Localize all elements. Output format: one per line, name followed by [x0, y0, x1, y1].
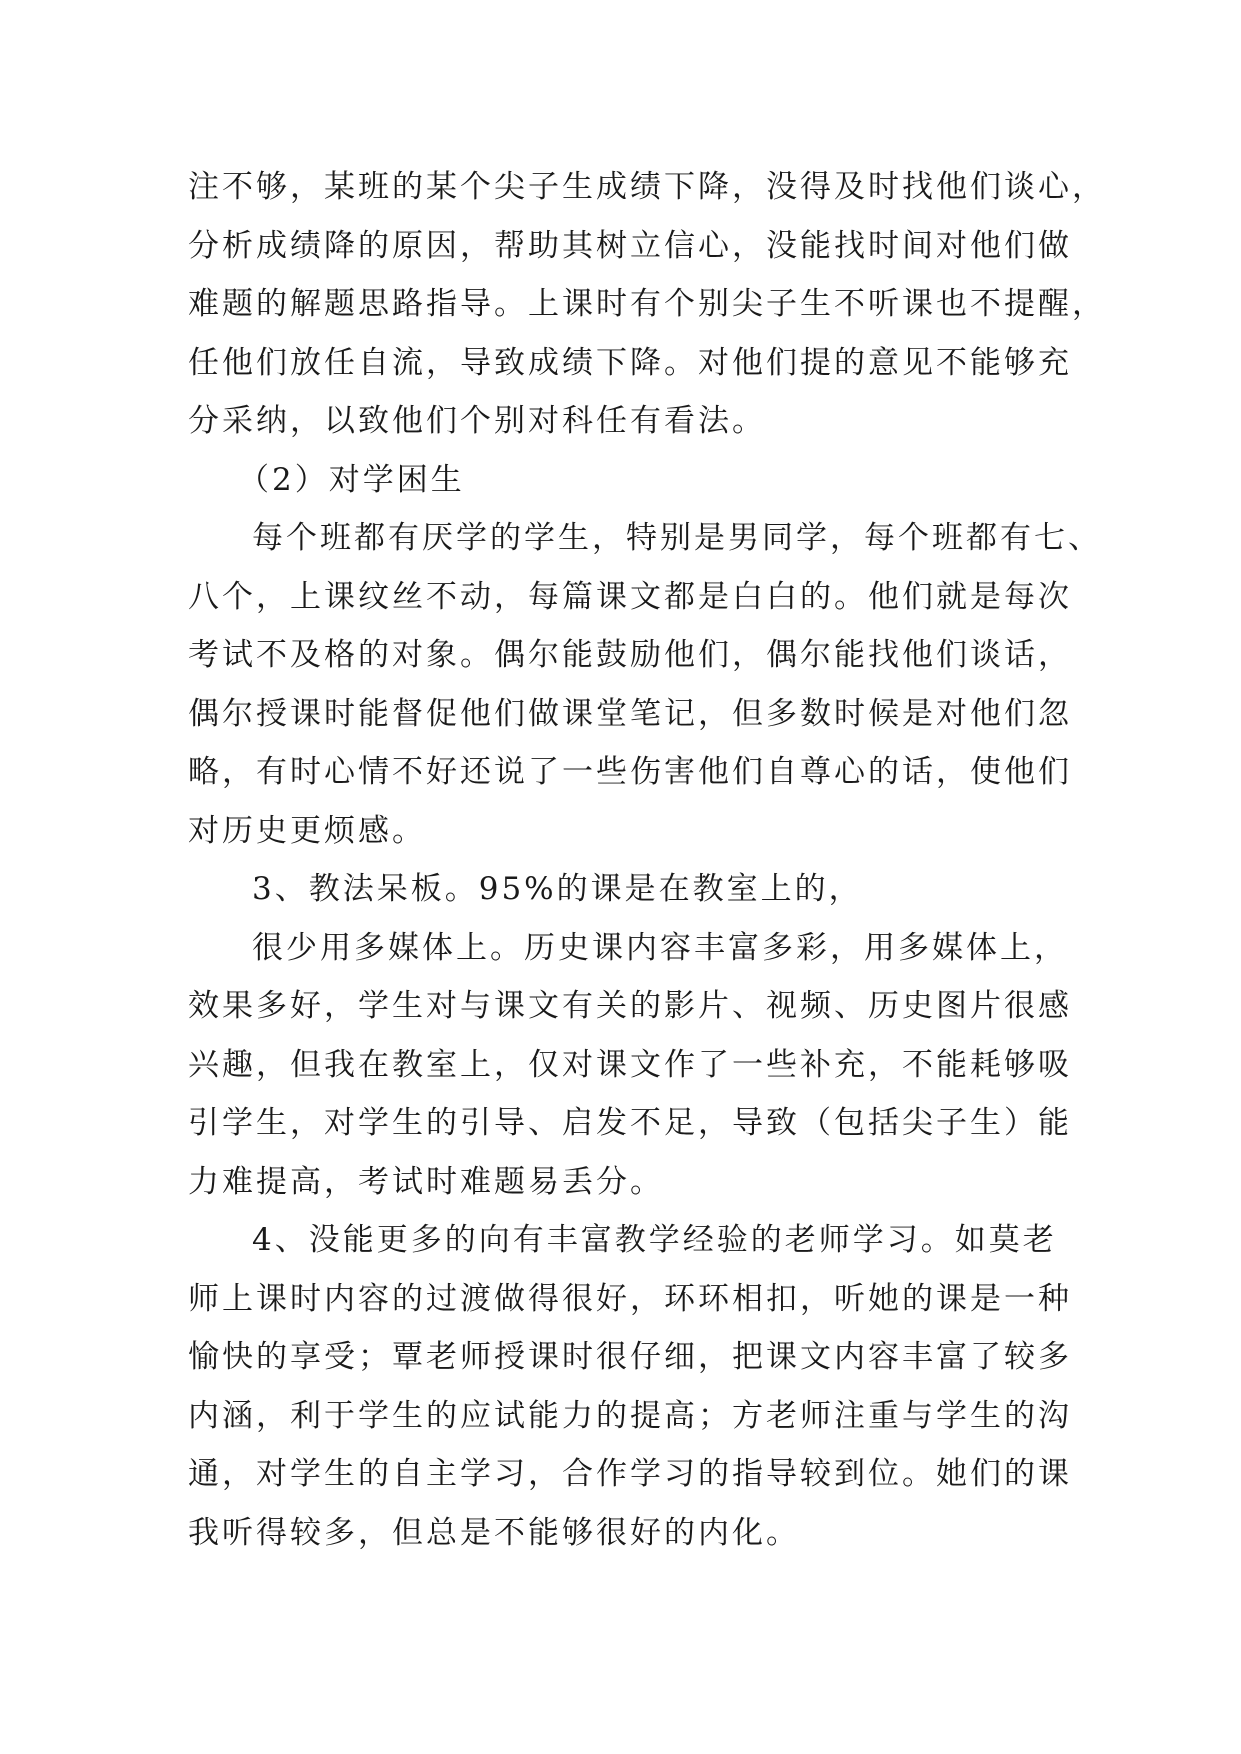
text-line: 略，有时心情不好还说了一些伤害他们自尊心的话，使他们	[188, 754, 1072, 790]
text-line: 每个班都有厌学的学生，特别是男同学，每个班都有七、	[252, 520, 1102, 556]
text-line: 力难提高，考试时难题易丢分。	[188, 1163, 664, 1200]
text-line: 3、教法呆板。95%的课是在教室上的，	[252, 871, 863, 907]
text-line: 分析成绩降的原因，帮助其树立信心，没能找时间对他们做	[188, 227, 1072, 264]
text-line: 4、没能更多的向有丰富教学经验的老师学习。如莫老	[252, 1222, 1057, 1258]
text-line: 内涵，利于学生的应试能力的提高；方老师注重与学生的沟	[188, 1397, 1072, 1434]
text-line: 我听得较多，但总是不能够很好的内化。	[188, 1514, 800, 1551]
text-line: 效果多好，学生对与课文有关的影片、视频、历史图片很感	[188, 988, 1072, 1024]
text-line: 注不够，某班的某个尖子生成绩下降，没得及时找他们谈心，	[188, 169, 1106, 205]
text-line: 很少用多媒体上。历史课内容丰富多彩，用多媒体上，	[252, 929, 1068, 966]
text-line: 考试不及格的对象。偶尔能鼓励他们，偶尔能找他们谈话，	[188, 637, 1072, 673]
text-line: 通，对学生的自主学习，合作学习的指导较到位。她们的课	[188, 1456, 1072, 1492]
text-line: 分采纳，以致他们个别对科任有看法。	[188, 403, 766, 439]
section-heading: （2）对学困生	[238, 461, 465, 498]
text-line: 对历史更烦感。	[188, 812, 426, 849]
body-text	[188, 158, 1106, 1562]
text-line: 八个，上课纹丝不动，每篇课文都是白白的。他们就是每次	[188, 578, 1072, 615]
text-line: 难题的解题思路指导。上课时有个别尖子生不听课也不提醒，	[188, 286, 1106, 322]
text-line: 师上课时内容的过渡做得很好，环环相扣，听她的课是一种	[188, 1280, 1072, 1317]
text-line: 偶尔授课时能督促他们做课堂笔记，但多数时候是对他们忽	[188, 695, 1072, 732]
text-line: 愉快的享受；覃老师授课时很仔细，把课文内容丰富了较多	[188, 1339, 1072, 1375]
text-line: 引学生，对学生的引导、启发不足，导致（包括尖子生）能	[188, 1105, 1072, 1141]
text-line: 任他们放任自流，导致成绩下降。对他们提的意见不能够充	[188, 344, 1072, 381]
text-line: 兴趣，但我在教室上，仅对课文作了一些补充，不能耗够吸	[188, 1046, 1072, 1083]
